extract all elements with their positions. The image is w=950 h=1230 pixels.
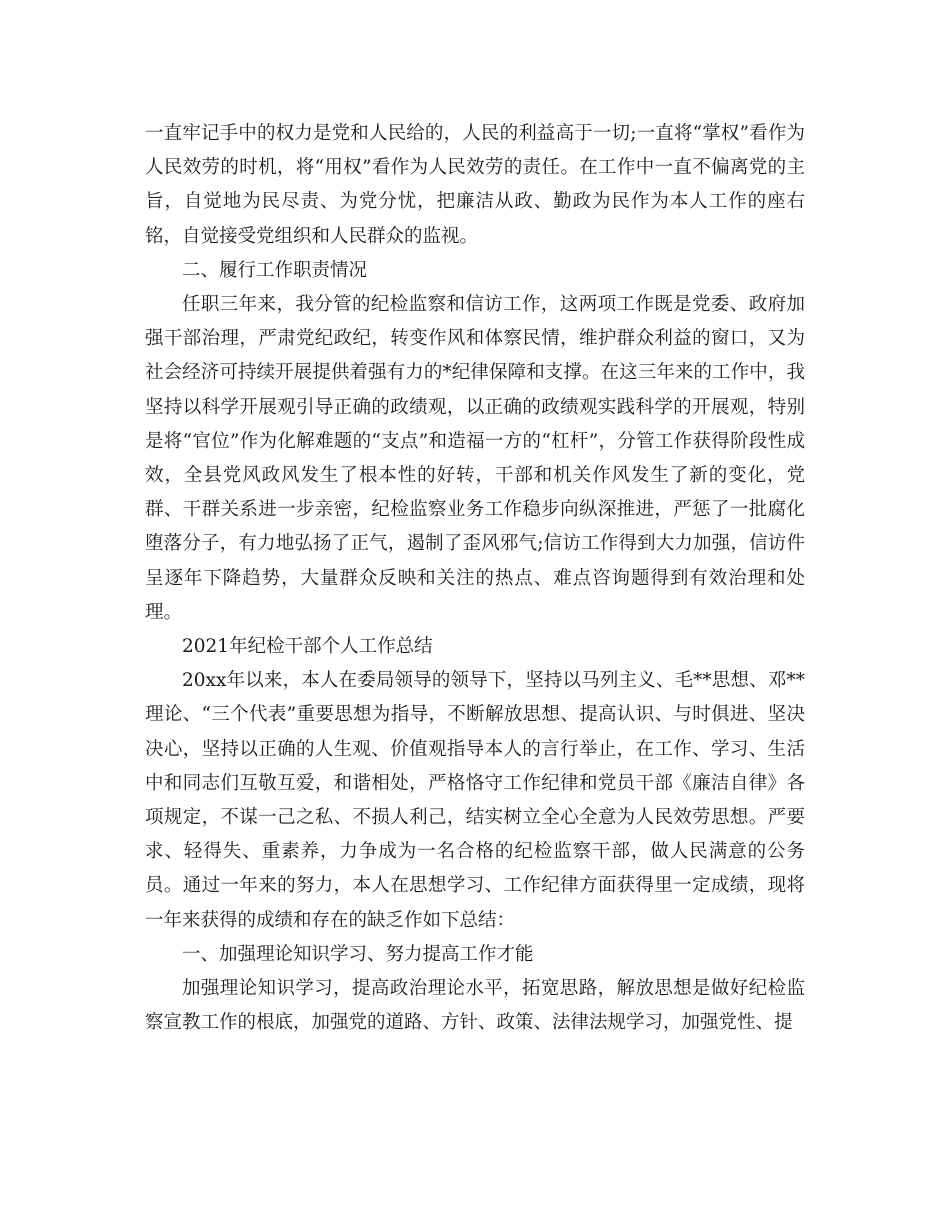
paragraph-body: 任职三年来，我分管的纪检监察和信访工作，这两项工作既是党委、政府加强干部治理，严肃党纪政纪，转变作风和体察民情，维护群众利益的窗口，又为社会经济可持续开展提供着强有力的*纪律保障和支撑。在这三年来的工作中，我坚持以科学开展观引导正确的政绩观，以正确的政绩观实践科学的开展观，特别是将“官位”作为化解难题的“支点”和造福一方的“杠杆”，分管工作获得阶段性成效，全县党风政风发生了根本性的好转，干部和机关作风发生了新的变化，党群、干群关系进一步亲密，纪检监察业务工作稳步向纵深推进，严惩了一批腐化堕落分子，有力地弘扬了正气，遏制了歪风邪气;信访工作得到大力加强，信访件呈逐年下降趋势，大量群众反映和关注的热点、难点咨询题得到有效治理和处理。 xyxy=(145,294,805,623)
section-heading: 一、加强理论知识学习、努力提高工作才能 xyxy=(182,943,534,965)
document-title: 2021年纪检干部个人工作总结 xyxy=(182,636,433,658)
section-heading: 二、履行工作职责情况 xyxy=(182,259,368,281)
document-page xyxy=(145,117,805,1040)
paragraph-body: 加强理论知识学习，提高政治理论水平，拓宽思路，解放思想是做好纪检监察宣教工作的根底，加强党的道路、方针、政策、法律法规学习，加强党性、提 xyxy=(145,978,805,1034)
paragraph-body: 20xx年以来，本人在委局领导的领导下，坚持以马列主义、毛**思想、邓**理论、“三个代表”重要思想为指导，不断解放思想、提高认识、与时俱进、坚决决心，坚持以正确的人生观、价值观指导本人的言行举止，在工作、学习、生活中和同志们互敬互爱，和谐相处，严格恪守工作纪律和党员干部《廉洁自律》各项规定，不谋一己之私、不损人利己，结实树立全心全意为人民效劳思想。严要求、轻得失、重素养，力争成为一名合格的纪检监察干部，做人民满意的公务员。通过一年来的努力，本人在思想学习、工作纪律方面获得里一定成绩，现将一年来获得的成绩和存在的缺乏作如下总结： xyxy=(145,670,805,931)
paragraph-body: 一直牢记手中的权力是党和人民给的，人民的利益高于一切;一直将“掌权”看作为人民效劳的时机，将“用权”看作为人民效劳的责任。在工作中一直不偏离党的主旨，自觉地为民尽责、为党分忧，把廉洁从政、勤政为民作为本人工作的座右铭，自觉接受党组织和人民群众的监视。 xyxy=(145,123,805,247)
